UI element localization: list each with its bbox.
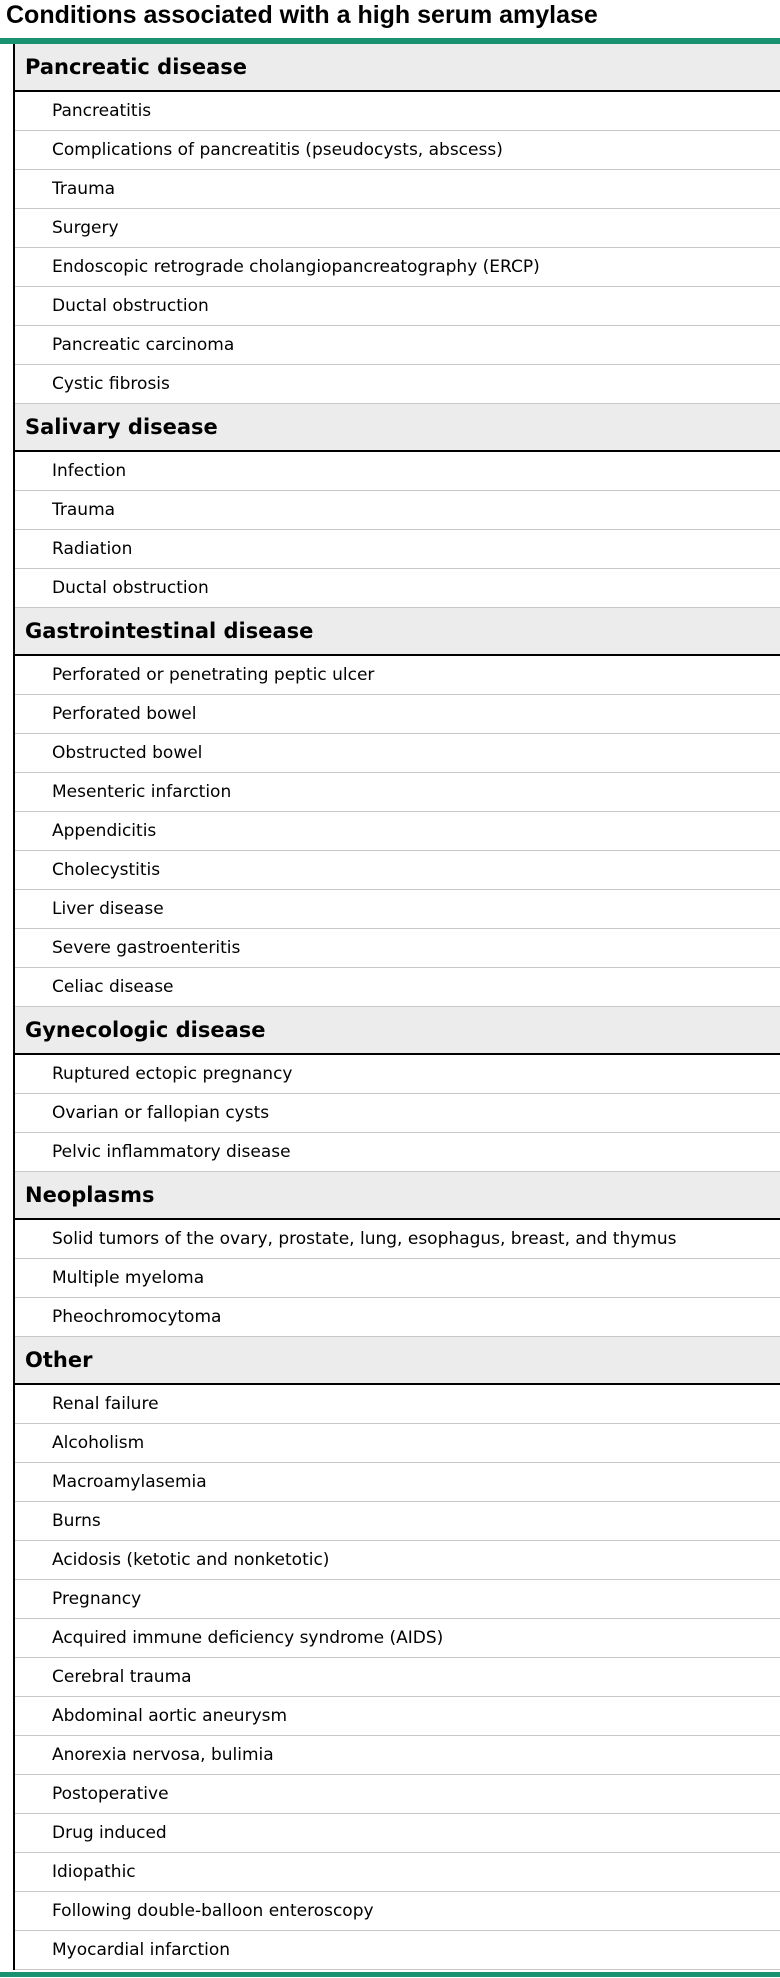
table-row: Cystic fibrosis [15,365,780,404]
section-group [15,1337,780,1970]
table-row: Perforated bowel [15,695,780,734]
table-row: Multiple myeloma [15,1259,780,1298]
table-row: Pheochromocytoma [15,1298,780,1337]
table-row: Pregnancy [15,1580,780,1619]
table-row: Mesenteric infarction [15,773,780,812]
table-row: Burns [15,1502,780,1541]
table-row: Solid tumors of the ovary, prostate, lung, esophagus, breast, and thymus [15,1220,780,1259]
table-row: Ruptured ectopic pregnancy [15,1055,780,1094]
table-row: Pancreatitis [15,92,780,131]
section-group [15,1172,780,1337]
table-row: Pancreatic carcinoma [15,326,780,365]
table-row: Radiation [15,530,780,569]
page-title: Conditions associated with a high serum amylase [6,1,598,29]
table-row: Ductal obstruction [15,569,780,608]
table-row: Complications of pancreatitis (pseudocysts, abscess) [15,131,780,170]
table-row: Alcoholism [15,1424,780,1463]
table-row: Trauma [15,491,780,530]
section-group [15,404,780,608]
table-row: Obstructed bowel [15,734,780,773]
table-row: Myocardial infarction [15,1931,780,1970]
table-row: Endoscopic retrograde cholangiopancreatography (ERCP) [15,248,780,287]
section-header: Gastrointestinal disease [15,608,780,656]
table-row: Surgery [15,209,780,248]
section-header: Neoplasms [15,1172,780,1220]
table-row: Macroamylasemia [15,1463,780,1502]
table-row: Drug induced [15,1814,780,1853]
section-group [15,1007,780,1172]
table-row: Anorexia nervosa, bulimia [15,1736,780,1775]
table-row: Following double-balloon enteroscopy [15,1892,780,1931]
section-group [15,608,780,1007]
section-header: Gynecologic disease [15,1007,780,1055]
conditions-table [13,44,780,1970]
table-row: Celiac disease [15,968,780,1007]
table-row: Liver disease [15,890,780,929]
table-row: Idiopathic [15,1853,780,1892]
table-row: Acquired immune deficiency syndrome (AIDS) [15,1619,780,1658]
table-row: Abdominal aortic aneurysm [15,1697,780,1736]
table-row: Trauma [15,170,780,209]
table-row: Perforated or penetrating peptic ulcer [15,656,780,695]
table-row: Infection [15,452,780,491]
table-row: Appendicitis [15,812,780,851]
table-row: Cholecystitis [15,851,780,890]
section-header: Pancreatic disease [15,44,780,92]
table-row: Ovarian or fallopian cysts [15,1094,780,1133]
section-header: Salivary disease [15,404,780,452]
table-row: Pelvic inflammatory disease [15,1133,780,1172]
table-row: Ductal obstruction [15,287,780,326]
section-header: Other [15,1337,780,1385]
table-row: Postoperative [15,1775,780,1814]
table-row: Acidosis (ketotic and nonketotic) [15,1541,780,1580]
section-group [15,44,780,404]
table-row: Renal failure [15,1385,780,1424]
table-row: Cerebral trauma [15,1658,780,1697]
table-row: Severe gastroenteritis [15,929,780,968]
bottom-divider [0,1972,780,1977]
